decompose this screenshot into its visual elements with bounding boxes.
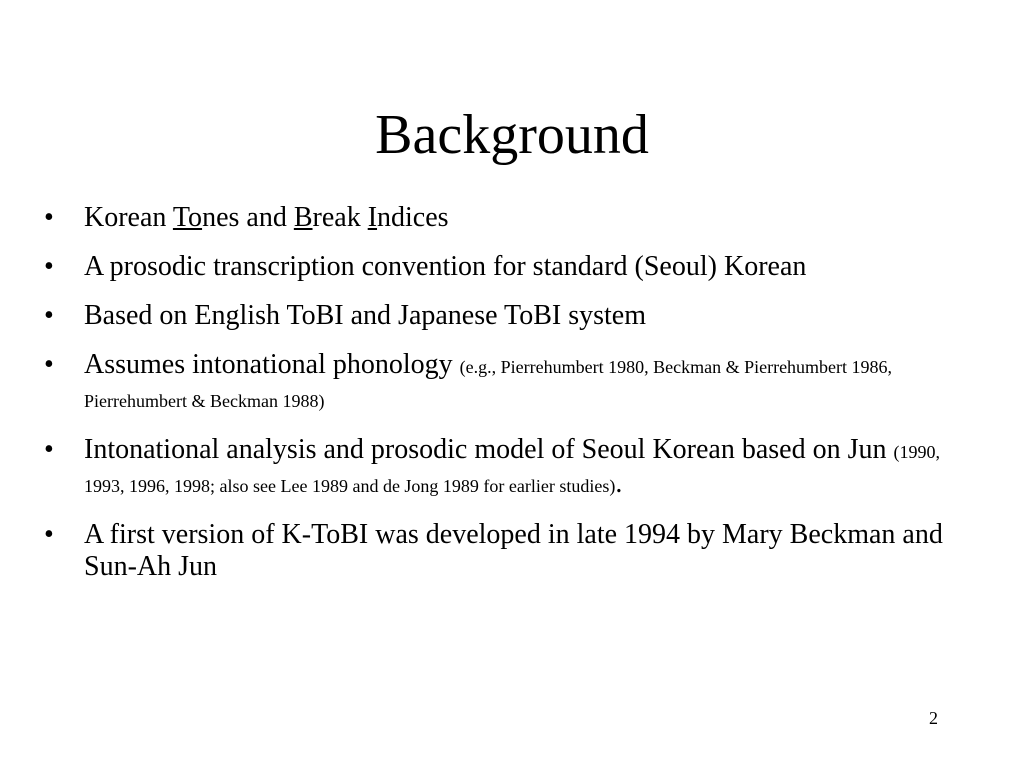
citation: (e.g., Pierrehumbert 1980, Beckman & Pierrehumbert 1986, Pierrehumbert & Beckman 1988)	[84, 357, 893, 411]
bullet-text: A first version of K-ToBI was developed in late 1994 by Mary Beckman and Sun-Ah Jun	[84, 519, 943, 582]
bullet-text: ndices	[377, 202, 449, 233]
bullet-text: reak	[312, 202, 368, 233]
bullet-text: Korean	[84, 202, 173, 233]
bullet-item-based-on	[44, 300, 984, 332]
bullet-item-first-version	[44, 519, 984, 583]
citation: (1990, 1993, 1996, 1998; also see Lee 1989 and de Jong 1989 for earlier studies)	[84, 442, 940, 496]
bullet-item-analysis	[44, 434, 984, 502]
bullet-icon: •	[44, 519, 54, 550]
bullet-text: Assumes intonational phonology	[84, 349, 460, 380]
bullet-icon: •	[44, 300, 54, 331]
bullet-icon: •	[44, 251, 54, 282]
underlined-letters: B	[293, 202, 313, 233]
underlined-letters: To	[172, 202, 203, 233]
bullet-list	[44, 202, 984, 600]
bullet-text-end: .	[615, 468, 623, 499]
bullet-icon: •	[44, 349, 54, 380]
bullet-item-ktobi-acronym	[44, 202, 984, 234]
bullet-icon: •	[44, 434, 54, 465]
bullet-text: A prosodic transcription convention for standard (Seoul) Korean	[84, 251, 807, 282]
page-number: 2	[929, 708, 938, 728]
bullet-icon: •	[44, 202, 54, 233]
bullet-text: Intonational analysis and prosodic model of Seoul Korean based on Jun	[84, 434, 894, 465]
slide-title: Background	[375, 104, 649, 166]
bullet-item-phonology	[44, 349, 984, 417]
bullet-text: nes and	[202, 202, 294, 233]
bullet-item-transcription	[44, 251, 984, 283]
underlined-letters: I	[367, 202, 378, 233]
bullet-text: Based on English ToBI and Japanese ToBI system	[84, 300, 646, 331]
